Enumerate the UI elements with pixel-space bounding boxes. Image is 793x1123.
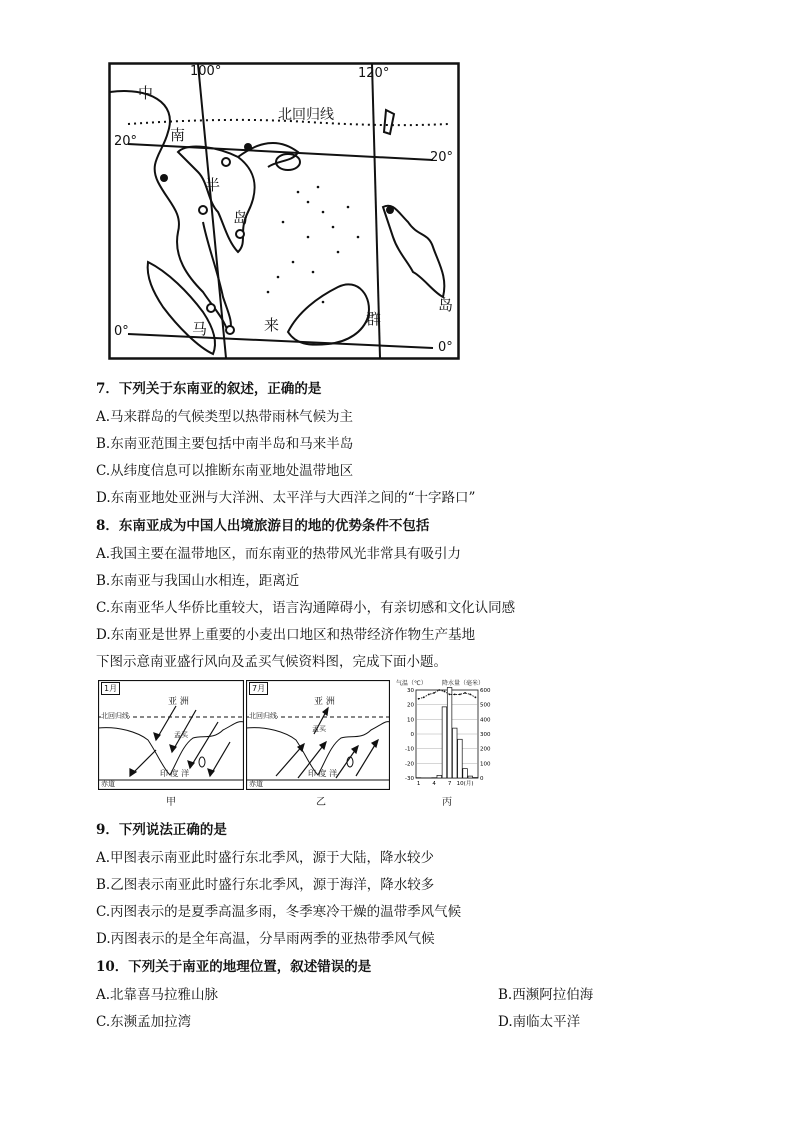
- map-char-zhong: 中: [138, 84, 154, 102]
- temperature-point-9: [459, 694, 461, 696]
- temperature-point-11: [469, 694, 471, 696]
- temperature-point-1: [418, 698, 420, 700]
- q8-option-b[interactable]: B.东南亚与我国山水相连，距离近: [96, 573, 300, 589]
- temperature-point-2: [423, 696, 425, 698]
- map-lat-0-right: 0°: [438, 340, 453, 355]
- q10-stem: 10．下列关于南亚的地理位置，叙述错误的是: [96, 959, 372, 975]
- q10-option-c[interactable]: C.东濒孟加拉湾: [96, 1014, 192, 1030]
- q8-option-d[interactable]: D.东南亚是世界上重要的小麦出口地区和热带经济作物生产基地: [96, 627, 476, 643]
- panel-jia-month: 1月: [101, 682, 120, 695]
- panel-jia-caption: 甲: [166, 797, 176, 808]
- temperature-point-6: [444, 691, 446, 693]
- x-tick-label: 10(月): [456, 781, 474, 787]
- panel-yi-ocean: 印 度 洋: [308, 769, 338, 778]
- left-tick-label: 20: [407, 702, 414, 709]
- right-tick-label: 200: [480, 746, 491, 753]
- panel-jia-ocean: 印 度 洋: [160, 769, 190, 778]
- temperature-point-3: [428, 694, 430, 696]
- q10-option-a[interactable]: A.北靠喜马拉雅山脉: [96, 987, 219, 1003]
- bing-precip-label: 降水量（毫米）: [442, 680, 485, 687]
- southeast-asia-map: [108, 62, 460, 360]
- map-char-lai: 来: [264, 316, 280, 334]
- q9-option-c[interactable]: C.丙图表示的是夏季高温多雨，冬季寒冷干燥的温带季风气候: [96, 904, 462, 920]
- panel-jia: [98, 680, 244, 790]
- precip-bar-11: [468, 776, 473, 778]
- panel-yi-caption: 乙: [316, 797, 326, 808]
- precip-bar-7: [447, 688, 452, 778]
- map-char-ban: 半: [205, 176, 221, 194]
- left-tick-label: 0: [410, 732, 414, 738]
- panel-yi: [246, 680, 390, 790]
- precip-bar-10: [463, 769, 468, 778]
- map-lat-20-left: 20°: [114, 134, 138, 149]
- right-tick-label: 600: [480, 688, 491, 694]
- q7-option-b[interactable]: B.东南亚范围主要包括中南半岛和马来半岛: [96, 436, 354, 452]
- left-tick-label: 10: [407, 717, 414, 724]
- q9-option-d[interactable]: D.丙图表示的是全年高温，分旱雨两季的亚热带季风气候: [96, 931, 435, 947]
- precip-bar-8: [452, 728, 457, 778]
- q7-option-a[interactable]: A.马来群岛的气候类型以热带雨林气候为主: [96, 409, 354, 425]
- right-tick-label: 0: [480, 776, 484, 782]
- x-tick-label: 7: [447, 781, 452, 787]
- temperature-point-8: [454, 694, 456, 696]
- right-tick-label: 300: [480, 732, 491, 738]
- temperature-point-5: [438, 689, 440, 691]
- left-tick-label: -20: [405, 761, 414, 768]
- q10-option-d[interactable]: D.南临太平洋: [498, 1014, 581, 1030]
- temperature-point-4: [433, 692, 435, 694]
- temperature-point-12: [475, 696, 477, 698]
- precip-bar-9: [458, 739, 463, 778]
- intro-text: 下图示意南亚盛行风向及孟买气候资料图，完成下面小题。: [96, 654, 447, 670]
- panel-jia-tropic: 北回归线: [101, 712, 129, 720]
- right-tick-label: 100: [480, 761, 491, 768]
- map-char-ma: 马: [192, 320, 208, 338]
- q7-option-d[interactable]: D.东南亚地处亚洲与大洋洲、太平洋与大西洋之间的“十字路口”: [96, 490, 476, 506]
- q9-stem: 9．下列说法正确的是: [96, 822, 227, 838]
- left-tick-label: -30: [405, 776, 414, 782]
- map-lat-20-right: 20°: [430, 150, 454, 165]
- q9-option-b[interactable]: B.乙图表示南亚此时盛行东北季风，源于海洋，降水较多: [96, 877, 435, 893]
- q8-stem: 8．东南亚成为中国人出境旅游目的地的优势条件不包括: [96, 518, 430, 534]
- left-tick-label: 30: [407, 688, 414, 694]
- map-tropic-label: 北回归线: [278, 107, 334, 123]
- temperature-point-10: [464, 692, 466, 694]
- map-lon-120: 120°: [358, 66, 390, 81]
- right-tick-label: 500: [480, 702, 491, 709]
- panel-bing: [396, 678, 496, 790]
- q10-option-b[interactable]: B.西濒阿拉伯海: [498, 987, 594, 1003]
- q8-option-c[interactable]: C.东南亚华人华侨比重较大，语言沟通障碍小，有亲切感和文化认同感: [96, 600, 516, 616]
- map-char-dao: 岛: [233, 209, 249, 227]
- panel-yi-month: 7月: [249, 682, 268, 695]
- map-char-qun: 群: [366, 310, 382, 328]
- panel-jia-equator: 赤道: [101, 780, 115, 788]
- bing-temp-label: 气温（℃）: [396, 680, 427, 687]
- q9-option-a[interactable]: A.甲图表示南亚此时盛行东北季风，源于大陆，降水较少: [96, 850, 435, 866]
- map-lat-0-left: 0°: [114, 324, 129, 339]
- left-tick-label: -10: [405, 746, 414, 753]
- right-tick-label: 400: [480, 717, 491, 724]
- climate-chart: [396, 678, 496, 790]
- map-char-nan: 南: [170, 126, 186, 144]
- precip-bar-6: [442, 707, 447, 778]
- panel-yi-equator: 赤道: [249, 780, 263, 788]
- panel-bing-caption: 丙: [442, 797, 452, 808]
- panel-jia-asia: 亚 洲: [168, 697, 189, 707]
- panel-yi-tropic: 北回归线: [249, 712, 277, 720]
- q8-option-a[interactable]: A.我国主要在温带地区，而东南亚的热带风光非常具有吸引力: [96, 546, 462, 562]
- q7-stem: 7．下列关于东南亚的叙述，正确的是: [96, 381, 322, 397]
- q7-option-c[interactable]: C.从纬度信息可以推断东南亚地处温带地区: [96, 463, 354, 479]
- x-tick-label: 1: [416, 781, 421, 787]
- temperature-point-7: [449, 694, 451, 696]
- map-lon-100: 100°: [190, 64, 222, 79]
- map-char-dao2: 岛: [438, 296, 454, 314]
- panel-yi-city: 孟买: [312, 725, 326, 733]
- x-tick-label: 4: [432, 781, 436, 787]
- panel-jia-city: 孟买: [174, 731, 188, 739]
- precip-bar-5: [437, 775, 442, 778]
- panel-yi-asia: 亚 洲: [314, 697, 335, 707]
